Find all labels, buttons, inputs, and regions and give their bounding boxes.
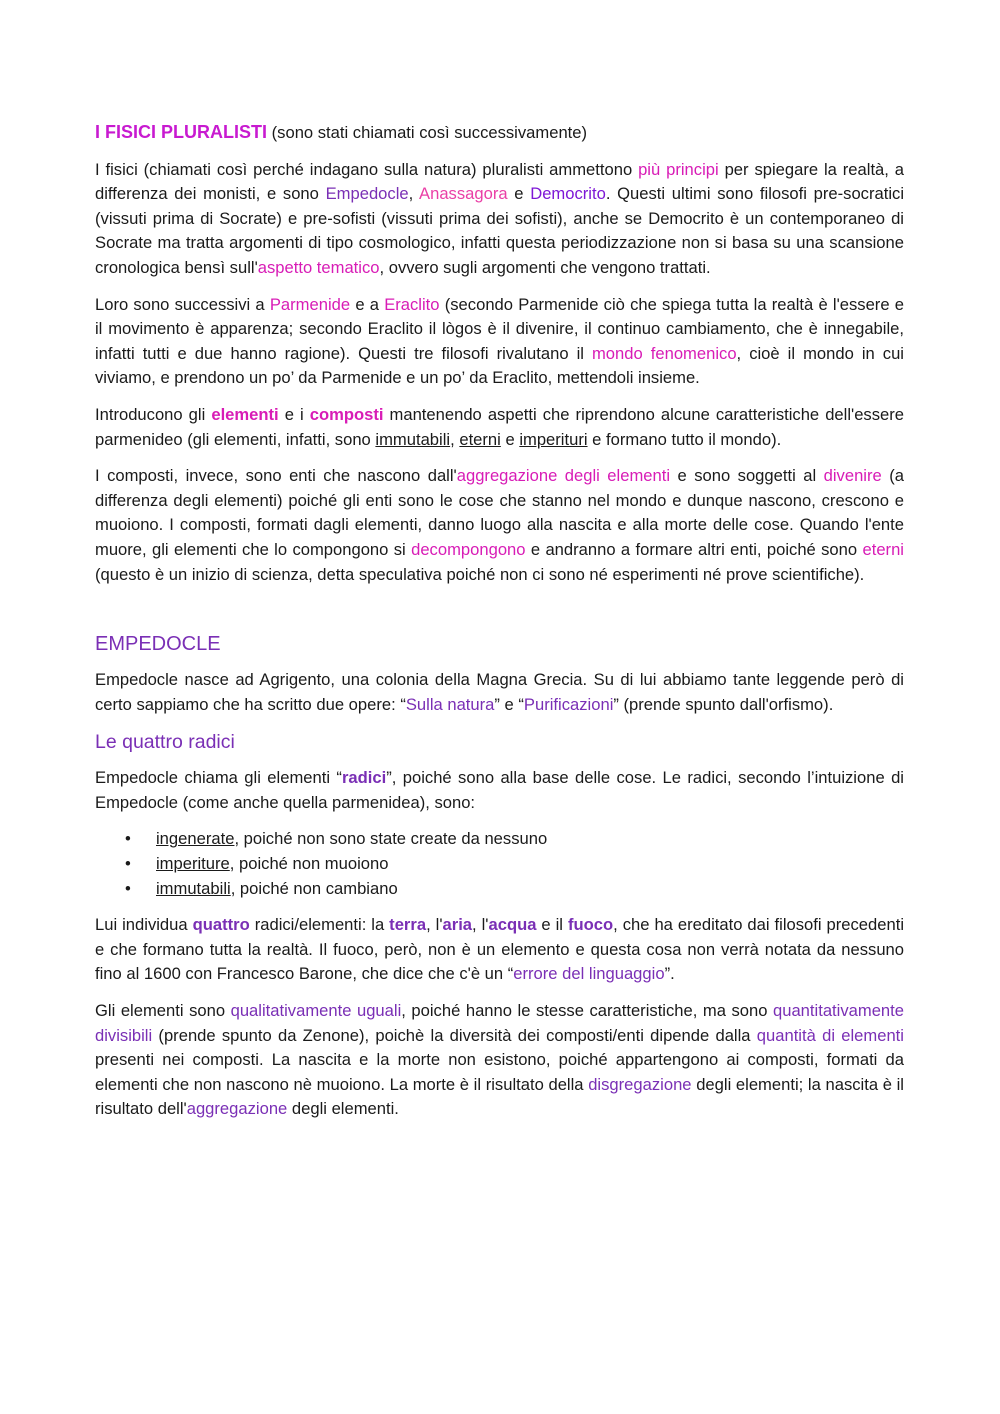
keyword-aria: aria [442,915,473,935]
paragraph-parmenide-eraclito [95,293,904,391]
keyword-parmenide: Parmenide [269,294,351,314]
text-run: (secondo Parmenide ciò che spiega tutta la realtà è l'essere e il movimento è apparenza; secondo Eraclito il lògos è il divenire, il continuo cambiamento, che è innegabile, infatti tutti e due hanno ragione). Questi tre filosofi rivalutano il [95,294,904,363]
keyword-acqua: acqua [488,915,537,935]
keyword-errore-linguaggio: errore del linguaggio [513,964,665,984]
text-run: Empedocle nasce ad Agrigento, una colonia della Magna Grecia. Su di lui abbiamo tante leggende però di certo sappiamo che ha scritto due opere: “ [95,670,904,714]
document-heading [95,120,904,146]
underlined-eterni: eterni [459,429,501,449]
text-run: e il [536,915,568,935]
text-run: e a [350,294,385,314]
bullet-icon: • [125,854,131,874]
text-run: degli elementi. [287,1099,399,1119]
paragraph-qualita-quantita [95,999,904,1122]
keyword-fuoco: fuoco [567,915,614,935]
text-run: ”, poiché sono alla base delle cose. Le radici, secondo l’intuizione di Empedocle (come anche quella parmenidea), sono: [95,768,904,812]
text-run: I fisici (chiamati così perché indagano sulla natura) pluralisti ammettono [95,159,639,179]
keyword-aspetto-tematico: aspetto tematico [257,257,380,277]
text-run: . Questi ultimi sono filosofi pre-socratici (vissuti prima di Socrate) e pre-sofisti (vissuti prima dei sofisti), anche se Democrito è un contemporaneo di Socrate ma tratta argomenti di tipo cosmologico, infatti questa periodizzazione non si basa su una scansione cronologica bensì sull' [95,184,905,277]
paragraph-empedocle-bio [95,668,904,717]
keyword-qualitativamente-uguali: qualitativamente uguali [230,1001,402,1021]
list-item [95,852,904,877]
text-run: presenti nei composti. La nascita e la morte non esistono, poiché appartengono ai composti, formati da elementi che non nascono nè muoiono. La morte è il risultato della [95,1050,904,1094]
list-item-text: , poiché non cambiano [230,878,398,898]
keyword-purificazioni: Purificazioni [523,694,614,714]
list-item-term: imperiture [156,854,230,874]
keyword-eraclito: Eraclito [384,294,440,314]
text-run: degli elementi; la nascita è il risultato dell' [95,1074,904,1119]
heading-subtitle: (sono stati chiamati così successivamente) [271,123,588,142]
keyword-anassagora: Anassagora [419,184,508,204]
keyword-composti: composti [309,404,384,424]
paragraph-elementi-composti [95,403,904,452]
text-run: (prende spunto da Zenone), poichè la diversità dei composti/enti dipende dalla [152,1025,757,1045]
list-item-text: , poiché non muoiono [229,854,389,874]
text-run: e i [278,404,310,424]
radici-properties-list [95,827,904,901]
text-run: radici/elementi: la [249,915,390,935]
list-item [95,827,904,852]
paragraph-pluralisti [95,158,904,281]
keyword-eterni: eterni [862,539,904,559]
section-title-empedocle: EMPEDOCLE [95,633,221,656]
keyword-mondo-fenomenico: mondo fenomenico [591,343,737,363]
text-run: mantenendo aspetti che riprendono alcune caratteristiche dell'essere parmenideo (gli elementi, infatti, sono [95,404,905,449]
list-item-text: , poiché non sono state create da nessuno [234,829,548,849]
text-run: , l' [472,915,489,935]
text-run: (a differenza degli elementi) poiché gli enti sono le cose che stanno nel mondo e dunque nascono, crescono e muoiono. I composti, formati dagli elementi, danno luogo alla nascita e alla morte delle cose. Quando l'ente muore, gli elementi che lo compongono si [95,466,904,559]
text-run: , ovvero sugli argomenti che vengono trattati. [379,257,711,277]
keyword-quattro: quattro [192,915,250,935]
text-run: e sono soggetti al [670,466,824,486]
text-run: per spiegare la realtà, a differenza dei monisti, e sono [95,159,905,204]
keyword-sulla-natura: Sulla natura [405,694,495,714]
text-run: Lui individua [95,915,193,935]
text-run: e [507,184,531,204]
keyword-aggregazione: aggregazione [186,1099,288,1119]
keyword-piu-principi: più principi [638,159,719,179]
text-run: ” (prende spunto dall'orfismo). [613,694,834,714]
text-run: , l' [426,915,443,935]
text-run: (questo è un inizio di scienza, detta speculativa poiché non ci sono né esperimenti né prove scientifiche). [95,564,865,584]
bullet-icon: • [125,829,131,849]
keyword-disgregazione: disgregazione [588,1074,692,1094]
document-page [95,120,904,1134]
keyword-decompongono: decompongono [411,539,526,559]
keyword-terra: terra [389,915,427,935]
list-item-term: ingenerate [156,829,235,849]
heading-title: I FISICI PLURALISTI [95,122,268,142]
list-item-term: immutabili [156,878,231,898]
bullet-icon: • [125,878,131,898]
text-run: , cioè il mondo in cui viviamo, e prendono un po’ da Parmenide e un po’ da Eraclito, mettendoli insieme. [95,343,904,388]
list-item [95,877,904,902]
keyword-democrito: Democrito [530,184,606,204]
paragraph-radici [95,766,904,815]
keyword-quantitativamente-divisibili: quantitativamente divisibili [95,1001,904,1045]
paragraph-composti [95,464,904,587]
text-run: e formano tutto il mondo). [587,429,782,449]
keyword-radici: radici [341,768,387,788]
keyword-elementi: elementi [211,404,279,424]
keyword-aggregazione-elementi: aggregazione degli elementi [456,466,671,486]
text-run: Gli elementi sono [95,1001,231,1021]
text-run: Introducono gli [95,404,212,424]
text-run: , [408,184,420,204]
paragraph-quattro-elementi [95,913,904,987]
keyword-empedocle: Empedocle [325,184,409,204]
underlined-immutabili: immutabili [375,429,451,449]
text-run: e andranno a formare altri enti, poiché sono [525,539,863,559]
text-run: I composti, invece, sono enti che nascono dall' [95,466,457,486]
text-run: , poiché hanno le stesse caratteristiche, ma sono [401,1001,773,1021]
subsection-title-quattro-radici: Le quattro radici [95,731,235,754]
text-run: ” e “ [494,694,524,714]
text-run: , che ha ereditato dai filosofi precedenti e che formano tutta la realtà. Il fuoco, però, non è un elemento e questa cosa non verrà notata da nessuno fino al 1600 con Francesco Barone, che dice che c'è un “ [95,915,905,984]
keyword-divenire: divenire [823,466,882,486]
text-run: Empedocle chiama gli elementi “ [95,768,342,788]
underlined-imperituri: imperituri [519,429,588,449]
text-run: , [450,429,460,449]
keyword-quantita-elementi: quantità di elementi [756,1025,904,1045]
text-run: ”. [664,964,675,984]
text-run: Loro sono successivi a [95,294,270,314]
text-run: e [500,429,520,449]
